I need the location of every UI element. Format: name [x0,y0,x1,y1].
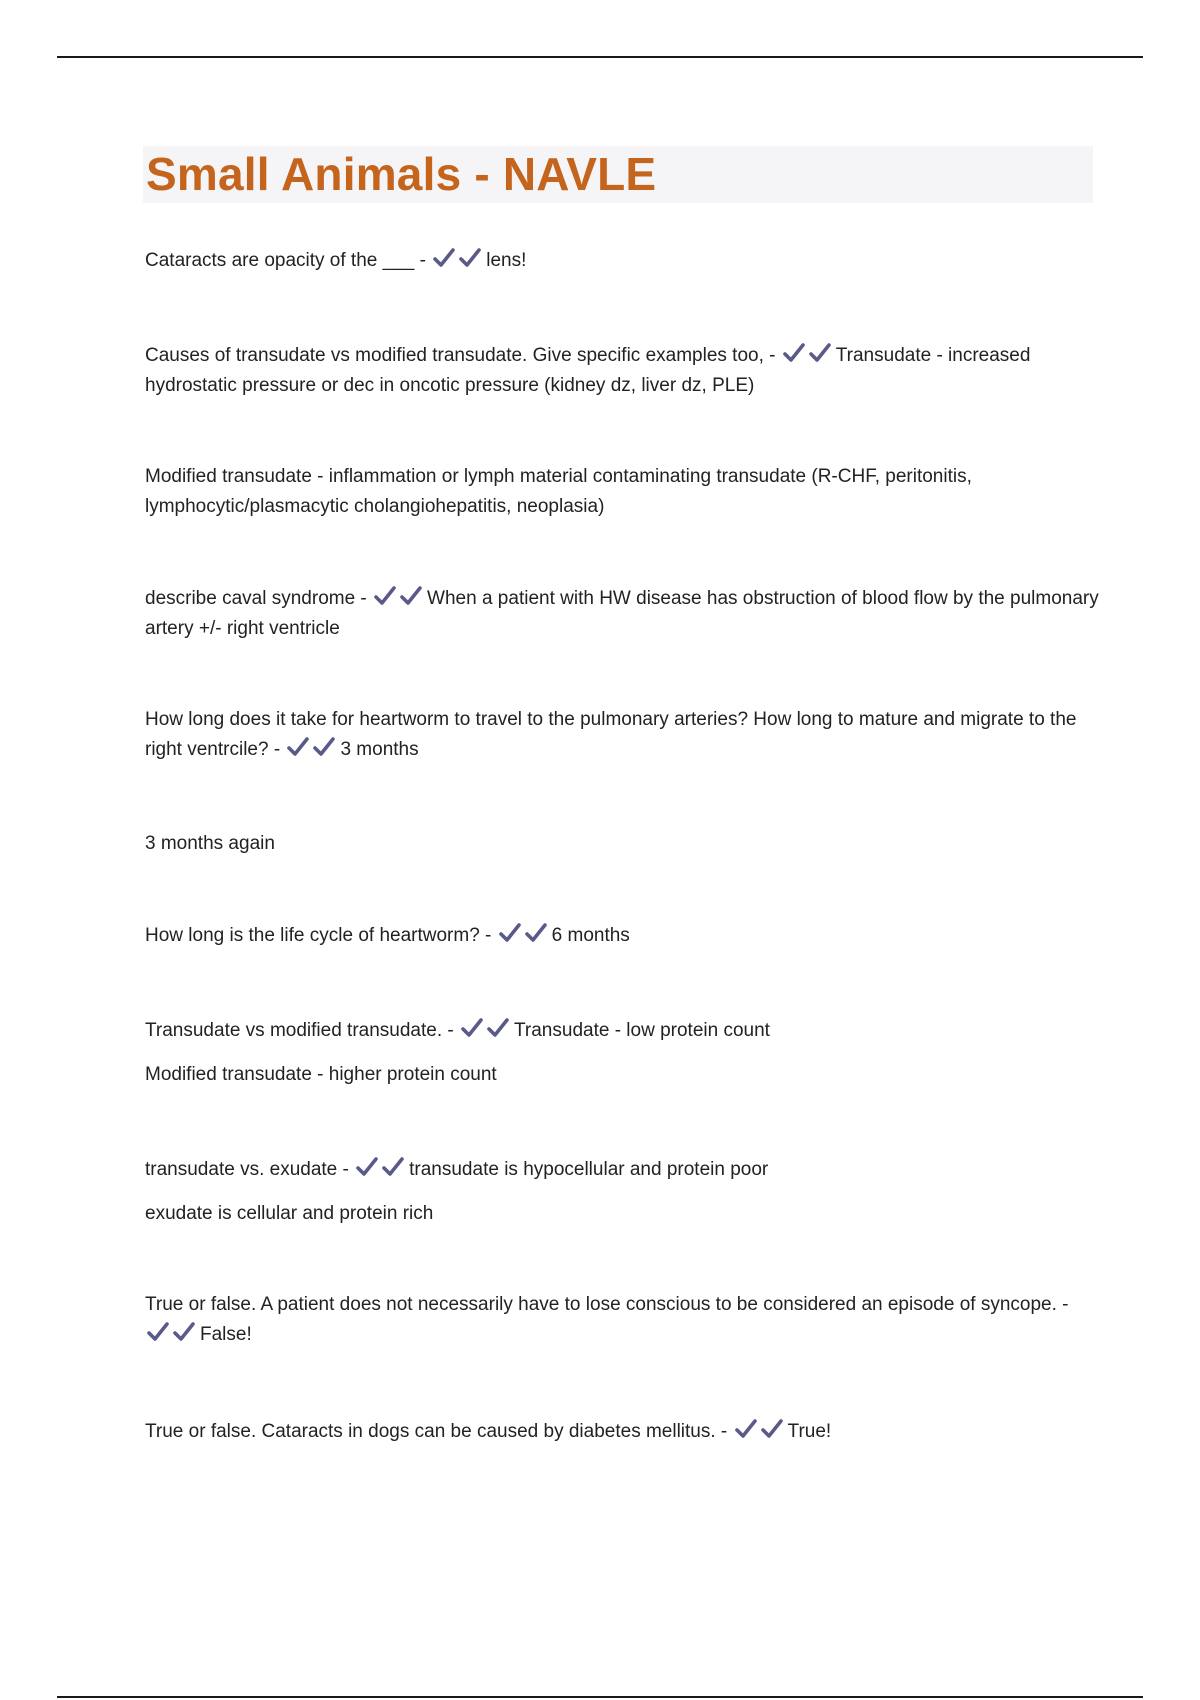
answer-text: False! [200,1324,252,1345]
double-check-icon [781,341,833,371]
note-text: exudate is cellular and protein rich [145,1203,434,1224]
top-rule [57,56,1143,58]
answer-text: True! [787,1421,832,1442]
question-text: True or false. A patient does not necessarily have to lose conscious to be considered an episode of syncope. - [145,1294,1069,1315]
qa-item [145,1016,1105,1046]
check-icon [146,1320,170,1344]
note-text: 3 months again [145,833,275,854]
double-check-icon [431,246,483,276]
check-icon [460,1016,484,1040]
question-text: Transudate vs modified transudate. - [145,1020,454,1041]
qa-item [145,246,1105,276]
answer-text: transudate is hypocellular and protein poor [409,1159,769,1180]
double-check-icon [372,584,424,614]
check-icon [486,1016,510,1040]
double-check-icon [459,1016,511,1046]
qa-item [145,341,1105,401]
answer-text: Transudate - increased hydrostatic pressure or dec in oncotic pressure (kidney dz, liver dz, PLE) [145,345,1031,396]
check-icon [355,1155,379,1179]
note-text: Modified transudate - inflammation or lymph material contaminating transudate (R-CHF, peritonitis, lymphocytic/plasmacytic cholangiohepatitis, neoplasia) [145,466,972,517]
check-icon [760,1417,784,1441]
check-icon [172,1320,196,1344]
check-icon [312,735,336,759]
qa-item [145,1417,1105,1447]
check-icon [399,584,423,608]
check-icon [432,246,456,270]
check-icon [808,341,832,365]
double-check-icon [733,1417,785,1447]
answer-text: 3 months [340,739,419,760]
bottom-rule [57,1696,1143,1698]
question-text: How long is the life cycle of heartworm? - [145,925,492,946]
check-icon [458,246,482,270]
double-check-icon [497,921,549,951]
question-text: transudate vs. exudate - [145,1159,349,1180]
note-text: Modified transudate - higher protein count [145,1064,497,1085]
qa-item [145,829,1105,859]
qa-item [145,584,1105,644]
qa-item [145,1290,1105,1350]
question-text: describe caval syndrome - [145,588,367,609]
check-icon [381,1155,405,1179]
check-icon [498,921,522,945]
answer-text: Transudate - low protein count [514,1020,770,1041]
double-check-icon [285,735,337,765]
qa-item [145,921,1105,951]
check-icon [373,584,397,608]
qa-item [145,1155,1105,1185]
page-title: Small Animals - NAVLE [146,148,657,200]
check-icon [286,735,310,759]
double-check-icon [354,1155,406,1185]
check-icon [782,341,806,365]
answer-text: When a patient with HW disease has obstruction of blood flow by the pulmonary artery +/- right ventricle [145,588,1099,639]
double-check-icon [145,1320,197,1350]
qa-item [145,1199,1105,1229]
qa-item [145,705,1105,765]
answer-text: 6 months [551,925,630,946]
check-icon [524,921,548,945]
question-text: Cataracts are opacity of the ___ - [145,250,426,271]
question-text: Causes of transudate vs modified transudate. Give specific examples too, - [145,345,776,366]
qa-item [145,1060,1105,1090]
answer-text: lens! [486,250,527,271]
qa-item [145,462,1105,522]
question-text: How long does it take for heartworm to travel to the pulmonary arteries? How long to mature and migrate to the right ventrcile? - [145,709,1077,760]
check-icon [734,1417,758,1441]
question-text: True or false. Cataracts in dogs can be caused by diabetes mellitus. - [145,1421,728,1442]
